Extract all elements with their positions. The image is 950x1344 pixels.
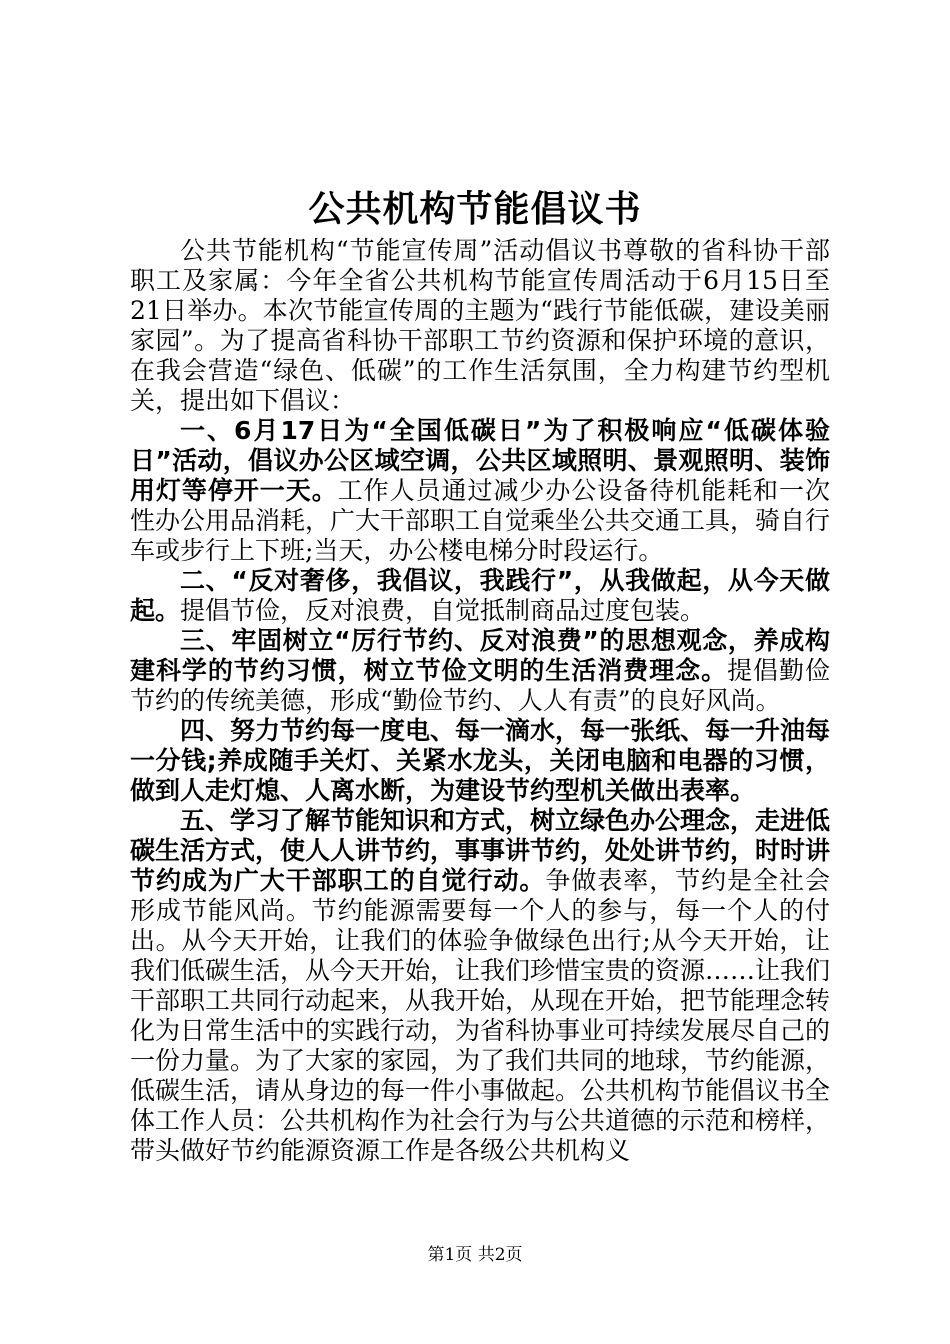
item-paragraph-1 — [130, 416, 830, 566]
item-5-bold-text: 五、学习了解节能知识和方式，树立绿色办公理念，走进低碳生活方式，使人人讲节约，事事讲节约，处处讲节约，时时讲节约成为广大干部职工的自觉行动。 — [130, 806, 831, 895]
item-paragraph-3 — [130, 626, 830, 716]
item-paragraph-2 — [130, 566, 830, 626]
document-title: 公共机构节能倡议书 — [308, 189, 642, 230]
item-4-bold-text: 四、努力节约每一度电、每一滴水，每一张纸、每一升油每一分钱;养成随手关灯、关紧水龙头，关闭电脑和电器的习惯，做到人走灯熄、人离水断，为建设节约型机关做出表率。 — [130, 716, 831, 805]
document-body — [130, 236, 830, 1166]
item-2-text: 提倡节俭，反对浪费，自觉抵制商品过度包装。 — [180, 596, 706, 625]
item-1-text: 工作人员通过减少办公设备待机能耗和一次性办公用品消耗，广大干部职工自觉乘坐公共交通工具，骑自行车或步行上下班;当天，办公楼电梯分时段运行。 — [130, 476, 831, 565]
item-5-text: 争做表率，节约是全社会形成节能风尚。节约能源需要每一个人的参与，每一个人的付出。从今天开始，让我们的体验争做绿色出行;从今天开始，让我们低碳生活，从今天开始，让我们珍惜宝贵的资源……让我们干部职工共同行动起来，从我开始，从现在开始，把节能理念转化为日常生活中的实践行动，为省科协事业可持续发展尽自己的一份力量。为了大家的家园，为了我们共同的地球，节约能源，低碳生活，请从身边的每一件小事做起。公共机构节能倡议书全体工作人员：公共机构作为社会行为与公共道德的示范和榜样，带头做好节约能源资源工作是各级公共机构义 — [130, 866, 831, 1165]
item-1-bold-text: 一、6月17日为“全国低碳日”为了积极响应“低碳体验日”活动，倡议办公区域空调，公共区域照明、景观照明、装饰用灯等停开一天。 — [130, 416, 830, 505]
item-paragraph-4 — [130, 716, 830, 806]
page-footer: 第1页 共2页 — [427, 1245, 523, 1265]
intro-paragraph: 公共节能机构“节能宣传周”活动倡议书尊敬的省科协干部职工及家属：今年全省公共机构节能宣传周活动于6月15日至21日举办。本次节能宣传周的主题为“践行节能低碳，建设美丽家园”。为了提高省科协干部职工节约资源和保护环境的意识，在我会营造“绿色、低碳”的工作生活氛围，全力构建节约型机关，提出如下倡议： — [130, 236, 830, 415]
item-3-text: 提倡勤俭节约的传统美德，形成“勤俭节约、人人有责”的良好风尚。 — [130, 656, 830, 715]
item-paragraph-5 — [130, 806, 830, 1166]
item-2-bold-text: 二、“反对奢侈，我倡议，我践行”，从我做起，从今天做起。 — [130, 566, 830, 625]
item-3-bold-text: 三、牢固树立“厉行节约、反对浪费”的思想观念，养成构建科学的节约习惯，树立节俭文明的生活消费理念。 — [130, 626, 830, 685]
